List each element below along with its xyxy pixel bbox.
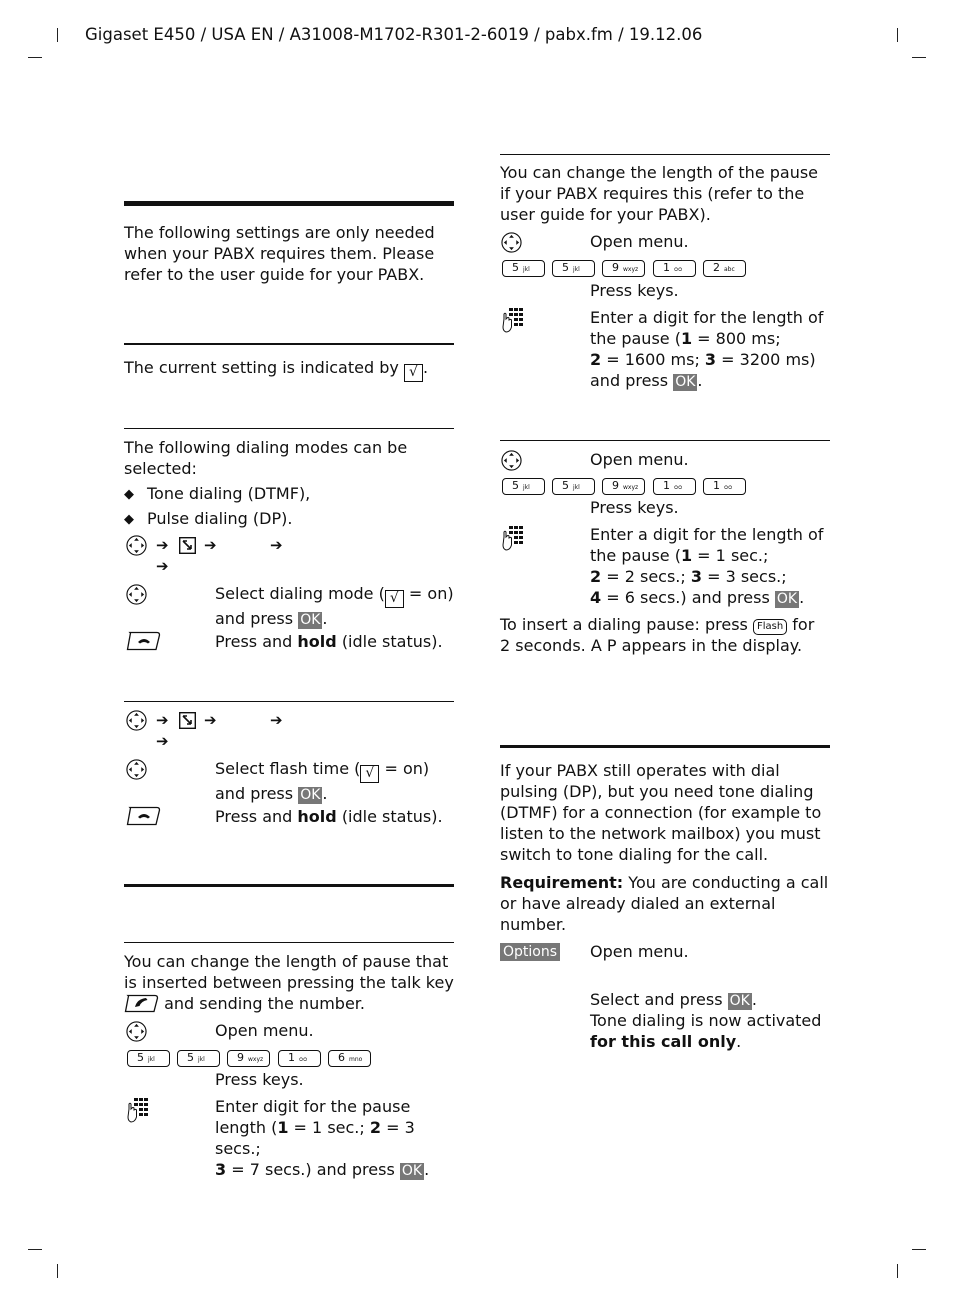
press-keys-text: Press keys.: [590, 281, 679, 300]
crop-mark: [897, 1264, 898, 1278]
section-rule: [500, 745, 830, 748]
select-flash-time-text: Select flash time ( √ = on) and press OK .: [215, 759, 430, 803]
crop-mark: [28, 1249, 42, 1250]
arrow-icon: ➔: [156, 711, 169, 729]
arrow-icon: ➔: [156, 557, 169, 575]
digit-key: 1 ᴑᴑ: [653, 260, 696, 277]
tone-dialing-item: Tone dialing (DTMF),: [147, 484, 311, 503]
check-box-icon: √: [404, 364, 423, 382]
digit-key: 9 wxyz: [602, 478, 645, 495]
flash-key-icon: Flash: [753, 619, 787, 635]
options-softkey: Options: [500, 943, 560, 961]
crop-mark: [897, 28, 898, 42]
digit-key: 1 ᴑᴑ: [703, 478, 746, 495]
requirement-text: Requirement: You are conducting a call or have already dialed an external number.: [500, 873, 829, 934]
check-box-icon: √: [385, 590, 404, 608]
keypad-icon: [127, 1097, 151, 1123]
section-rule: [124, 428, 454, 429]
nav-key-icon: [126, 584, 147, 605]
digit-key: 5 jkl: [177, 1050, 220, 1067]
ok-softkey: OK: [300, 612, 321, 628]
section-rule: [124, 942, 454, 943]
nav-key-icon: [501, 232, 522, 253]
select-press-text: Select and press OK . Tone dialing is now activated for this call only.: [590, 990, 822, 1051]
section-rule: [124, 701, 454, 702]
section-rule: [124, 201, 454, 206]
key-sequence: [502, 260, 752, 278]
pabx-pause-intro: You can change the length of the pause if your PABX requires this (refer to the user guide for your PABX).: [500, 163, 819, 224]
enter-pause-digit-text: Enter a digit for the length of the pause (1 = 1 sec.; 2 = 2 secs.; 3 = 3 secs.; 4 = 6 secs.) and press OK .: [590, 525, 824, 607]
press-hold-text: Press and hold (idle status).: [215, 632, 443, 651]
tone-intro-text: If your PABX still operates with dial pulsing (DP), but you need tone dialing (DTMF) for a connection (for example to listen to the network mailbox) you must switch to tone dialing for the call.: [500, 761, 822, 864]
ok-softkey: OK: [675, 374, 696, 390]
digit-key: 5 jkl: [552, 478, 595, 495]
settings-menu-icon: [179, 712, 196, 729]
check-box-icon: √: [360, 765, 379, 783]
crop-mark: [57, 28, 58, 42]
arrow-icon: ➔: [204, 711, 217, 729]
insert-pause-text: To insert a dialing pause: press Flash for 2 seconds. A P appears in the display.: [500, 615, 815, 655]
key-sequence: [127, 1050, 377, 1068]
pause-symbol: P: [606, 636, 617, 655]
ok-softkey: OK: [776, 591, 798, 607]
arrow-icon: ➔: [156, 536, 169, 554]
enter-digit-text: Enter digit for the pause length (1 = 1 sec.; 2 = 3 secs.; 3 = 7 secs.) and press OK .: [215, 1097, 430, 1179]
keypad-icon: [502, 307, 526, 333]
press-hold-text: Press and hold (idle status).: [215, 807, 443, 826]
select-dialing-mode-text: Select dialing mode ( √ = on) and press OK .: [215, 584, 454, 628]
settings-menu-icon: [179, 537, 196, 554]
digit-key: 5 jkl: [502, 260, 545, 277]
digit-key: 5 jkl: [552, 260, 595, 277]
menu-path: [126, 710, 326, 752]
nav-key-icon: [126, 535, 147, 556]
keypad-icon: [502, 525, 526, 551]
arrow-icon: ➔: [204, 536, 217, 554]
crop-mark: [912, 57, 926, 58]
nav-key-icon: [126, 710, 147, 731]
crop-mark: [57, 1264, 58, 1278]
page-header: Gigaset E450 / USA EN / A31008-M1702-R301-2-6019 / pabx.fm / 19.12.06: [85, 25, 703, 44]
section-rule: [500, 440, 830, 441]
end-call-key-icon: [126, 806, 161, 826]
ok-softkey: OK: [300, 787, 321, 803]
digit-key: 1 ᴑᴑ: [278, 1050, 321, 1067]
press-keys-text: Press keys.: [590, 498, 679, 517]
bullet-icon: ◆: [124, 487, 134, 502]
section-rule: [124, 884, 454, 887]
digit-key: 1 ᴑᴑ: [653, 478, 696, 495]
nav-key-icon: [126, 1021, 147, 1042]
arrow-icon: ➔: [156, 732, 169, 750]
end-call-key-icon: [126, 631, 161, 651]
arrow-icon: ➔: [270, 536, 283, 554]
digit-key: 2 abc: [703, 260, 746, 277]
crop-mark: [28, 57, 42, 58]
nav-key-icon: [126, 759, 147, 780]
intro-text: The following settings are only needed when your PABX requires them. Please refer to the user guide for your PABX.: [124, 223, 435, 284]
pulse-dialing-item: Pulse dialing (DP).: [147, 509, 293, 528]
open-menu-text: Open menu.: [215, 1021, 314, 1040]
digit-key: 6 mno: [328, 1050, 371, 1067]
open-menu-text: Open menu.: [590, 450, 689, 469]
digit-key: 9 wxyz: [602, 260, 645, 277]
ok-softkey: OK: [401, 1163, 423, 1179]
section-rule: [124, 343, 454, 345]
digit-key: 5 jkl: [502, 478, 545, 495]
current-setting-text: The current setting is indicated by √ .: [124, 358, 429, 380]
digit-key: 9 wxyz: [227, 1050, 270, 1067]
open-menu-text: Open menu.: [590, 232, 689, 251]
press-keys-text: Press keys.: [215, 1070, 304, 1089]
ok-softkey: OK: [729, 993, 750, 1009]
arrow-icon: ➔: [270, 711, 283, 729]
menu-path: [126, 535, 326, 577]
crop-mark: [912, 1249, 926, 1250]
bullet-icon: ◆: [124, 512, 134, 527]
dial-modes-intro: The following dialing modes can be selected:: [124, 438, 408, 478]
talk-key-icon: [124, 994, 159, 1013]
digit-key: 5 jkl: [127, 1050, 170, 1067]
open-menu-text: Open menu.: [590, 942, 689, 961]
nav-key-icon: [501, 450, 522, 471]
section-rule: [500, 154, 830, 155]
key-sequence: [502, 478, 752, 496]
pause-intro-text: You can change the length of pause that is inserted between pressing the talk key and sending the number.: [124, 952, 454, 1013]
enter-pause-digit-text: Enter a digit for the length of the pause (1 = 800 ms; 2 = 1600 ms; 3 = 3200 ms) and press OK .: [590, 308, 824, 390]
